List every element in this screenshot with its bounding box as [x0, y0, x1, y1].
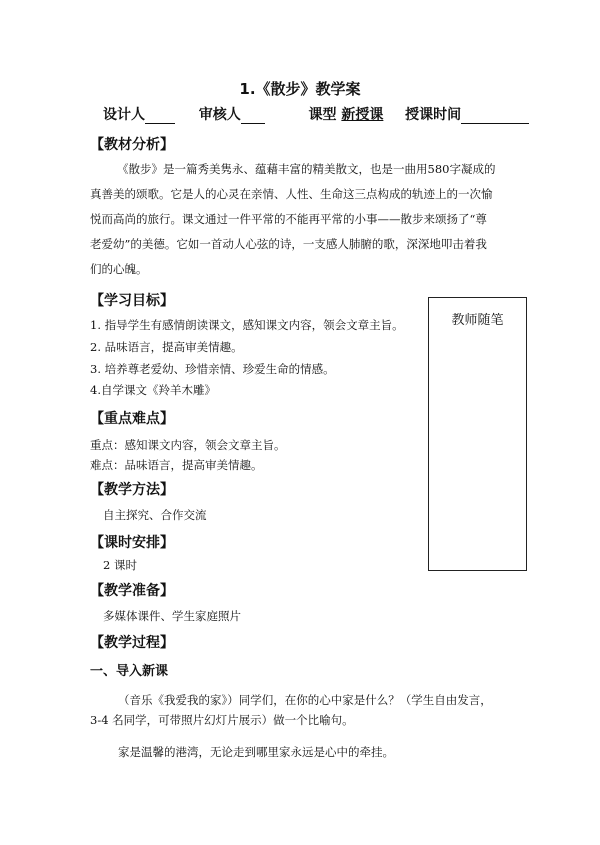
analysis-line-5: 们的心魄。	[90, 262, 148, 276]
goal-item-1: 1. 指导学生有感情朗读课文，感知课文内容，领会文章主旨。	[90, 318, 404, 332]
preparation-text: 多媒体课件、学生家庭照片	[103, 609, 241, 623]
lesson-type-label: 课型	[308, 107, 337, 123]
key-point-text: 重点：感知课文内容，领会文章主旨。	[90, 438, 286, 452]
goals-heading: 【学习目标】	[90, 293, 174, 309]
lesson-type-value: 新授课	[341, 107, 384, 123]
schedule-text: 2 课时	[103, 558, 137, 572]
process-step1-para2: 家是温馨的港湾，无论走到哪里家永远是心中的牵挂。	[118, 745, 394, 759]
key-points-heading: 【重点难点】	[90, 411, 174, 427]
teacher-notes-box	[428, 297, 527, 571]
process-step1-line-1: （音乐《我爱我的家》）同学们，在你的心中家是什么？（学生自由发言，	[118, 693, 492, 707]
analysis-line-2: 真善美的颂歌。它是人的心灵在亲情、人性、生命这三点构成的轨迹上的一次愉	[90, 187, 493, 201]
teacher-notes-title: 教师随笔	[451, 313, 504, 328]
preparation-heading: 【教学准备】	[90, 583, 174, 599]
process-heading: 【教学过程】	[90, 635, 174, 651]
goal-item-3: 3. 培养尊老爱幼、珍惜亲情、珍爱生命的情感。	[90, 362, 335, 376]
analysis-heading: 【教材分析】	[90, 137, 174, 153]
analysis-line-1: 《散步》是一篇秀美隽永、蕴藉丰富的精美散文，也是一曲用580字凝成的	[117, 162, 496, 176]
reviewer-blank	[241, 109, 265, 124]
method-heading: 【教学方法】	[90, 482, 174, 498]
designer-label: 设计人	[103, 107, 145, 123]
analysis-line-3: 悦而高尚的旅行。课文通过一件平常的不能再平常的小事——散步来颂扬了“尊	[90, 212, 487, 226]
meta-row	[103, 104, 529, 124]
goal-item-2: 2. 品味语言，提高审美情趣。	[90, 340, 243, 354]
time-label: 授课时间	[405, 107, 462, 123]
reviewer-label: 审核人	[198, 107, 241, 123]
goal-item-4: 4.自学课文《羚羊木雕》	[90, 383, 216, 397]
time-blank	[461, 109, 529, 124]
designer-blank	[145, 109, 175, 124]
method-text: 自主探究、合作交流	[103, 508, 207, 522]
process-step1-heading: 一、导入新课	[90, 664, 169, 679]
schedule-heading: 【课时安排】	[90, 535, 174, 551]
analysis-line-4: 老爱幼”的美德。它如一首动人心弦的诗，一支感人肺腑的歌，深深地叩击着我	[90, 237, 487, 251]
process-step1-line-2: 3-4 名同学，可带照片幻灯片展示）做一个比喻句。	[90, 713, 354, 727]
page-title: 1.《散步》教学案	[239, 80, 361, 98]
difficulty-text: 难点：品味语言，提高审美情趣。	[90, 458, 263, 472]
